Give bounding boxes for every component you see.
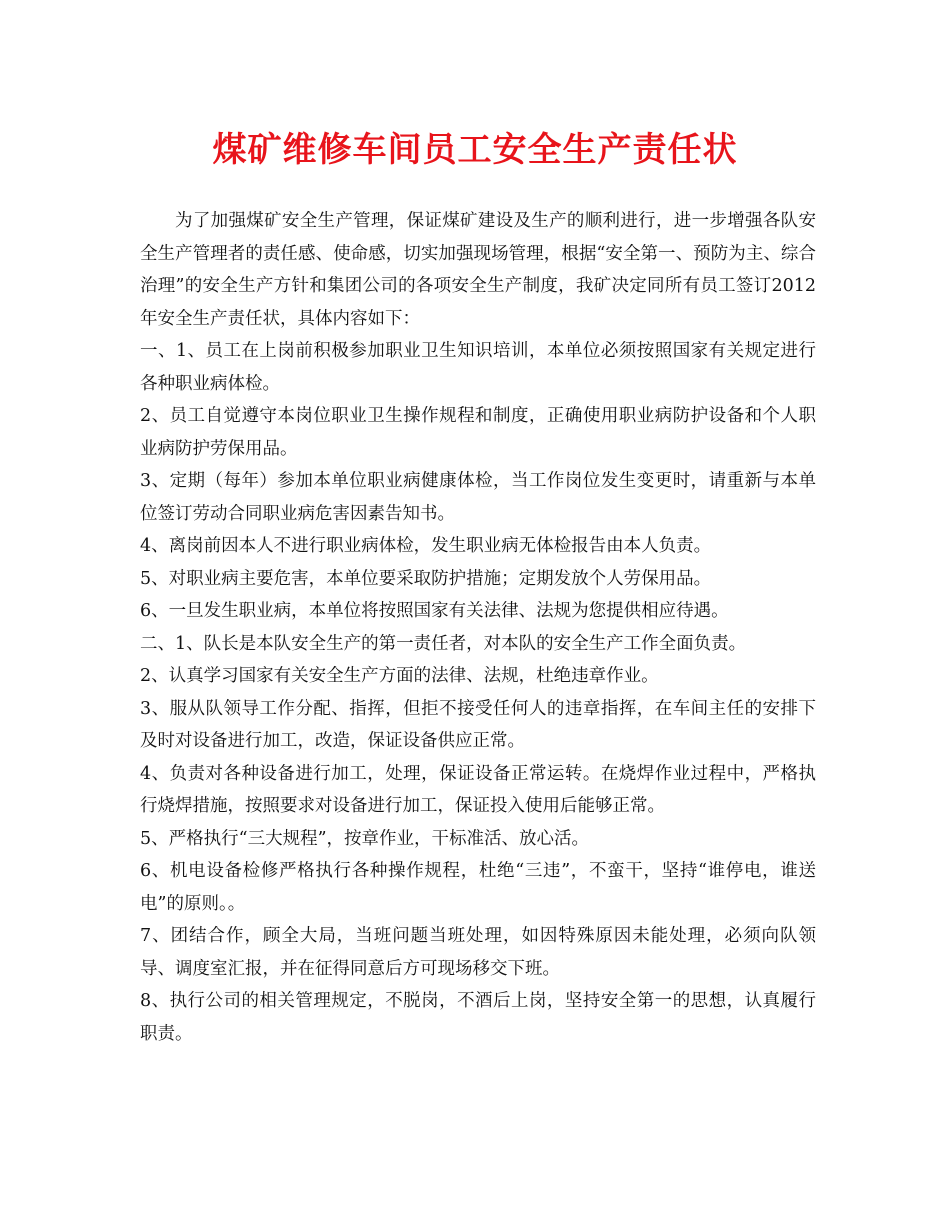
document-body (140, 205, 816, 1050)
intro-paragraph: 为了加强煤矿安全生产管理，保证煤矿建设及生产的顺利进行，进一步增强各队安全生产管理者的责任感、使命感，切实加强现场管理，根据“安全第一、预防为主、综合治理”的安全生产方针和集团公司的各项安全生产制度，我矿决定同所有员工签订2012年安全生产责任状，具体内容如下： (140, 211, 816, 329)
clause-2-6: 6、机电设备检修严格执行各种操作规程，杜绝“三违”，不蛮干，坚持“谁停电，谁送电”的原则。。 (140, 861, 816, 914)
clause-2-5: 5、严格执行“三大规程”，按章作业，干标准活、放心活。 (140, 828, 590, 849)
clause-2-3: 3、服从队领导工作分配、指挥，但拒不接受任何人的违章指挥，在车间主任的安排下及时对设备进行加工，改造，保证设备供应正常。 (140, 698, 816, 751)
clause-2-4: 4、负责对各种设备进行加工，处理，保证设备正常运转。在烧焊作业过程中，严格执行烧焊措施，按照要求对设备进行加工，保证投入使用后能够正常。 (140, 763, 816, 816)
clause-1-5: 5、对职业病主要危害，本单位要采取防护措施；定期发放个人劳保用品。 (140, 568, 712, 589)
clause-1-2: 2、员工自觉遵守本岗位职业卫生操作规程和制度，正确使用职业病防护设备和个人职业病防护劳保用品。 (140, 406, 816, 459)
clause-2-7: 7、团结合作，顾全大局，当班问题当班处理，如因特殊原因未能处理，必须向队领导、调度室汇报，并在征得同意后方可现场移交下班。 (140, 926, 816, 979)
clause-2-8: 8、执行公司的相关管理规定，不脱岗，不酒后上岗，坚持安全第一的思想，认真履行职责。 (140, 991, 816, 1044)
clause-2-2: 2、认真学习国家有关安全生产方面的法律、法规，杜绝违章作业。 (140, 666, 659, 686)
clause-1-6: 6、一旦发生职业病，本单位将按照国家有关法律、法规为您提供相应待遇。 (140, 601, 729, 621)
clause-1-3: 3、定期（每年）参加本单位职业病健康体检，当工作岗位发生变更时，请重新与本单位签订劳动合同职业病危害因素告知书。 (140, 471, 816, 524)
document-title: 煤矿维修车间员工安全生产责任状 (212, 130, 738, 170)
clause-1-1: 一、1、员工在上岗前积极参加职业卫生知识培训，本单位必须按照国家有关规定进行各种职业病体检。 (140, 341, 816, 394)
clause-1-4: 4、离岗前因本人不进行职业病体检，发生职业病无体检报告由本人负责。 (140, 536, 712, 556)
clause-2-1: 二、1、队长是本队安全生产的第一责任者，对本队的安全生产工作全面负责。 (140, 633, 747, 654)
